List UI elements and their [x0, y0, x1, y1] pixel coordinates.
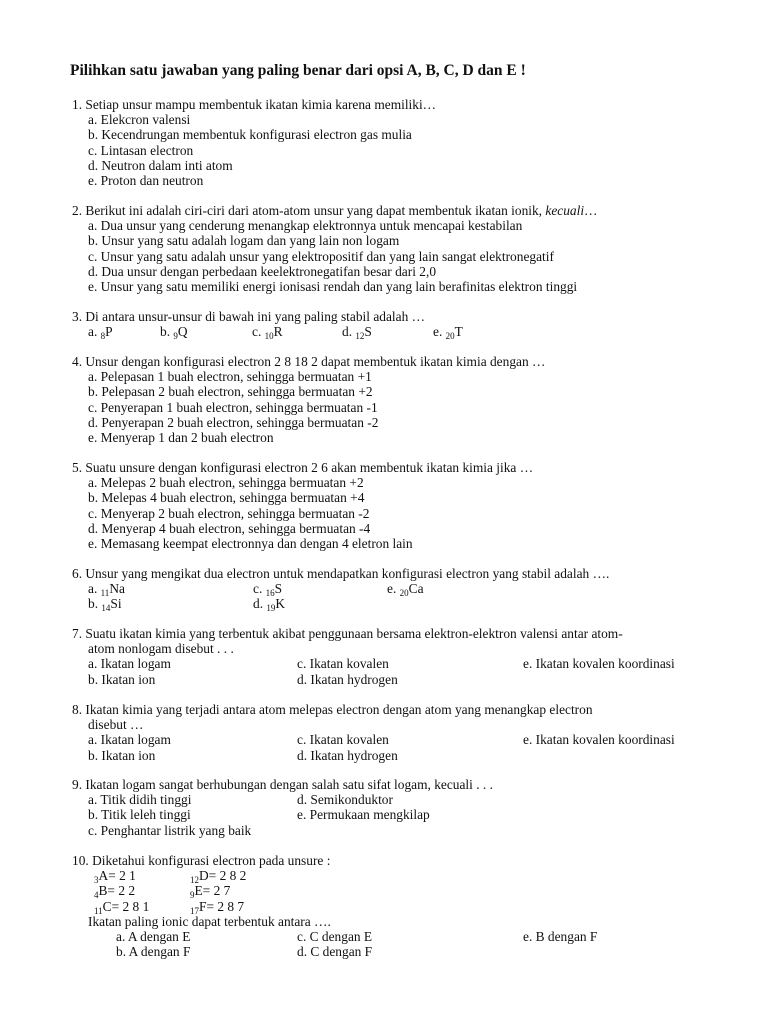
question-10-option-d[interactable]: d. C dengan F [297, 944, 373, 960]
question-5-option-c[interactable]: c. Menyerap 2 buah electron, sehingga bermuatan -2 [88, 505, 370, 521]
question-8 [72, 702, 675, 763]
question-1 [72, 97, 436, 188]
question-9-option-a[interactable]: a. Titik didih tinggi [88, 792, 192, 808]
question-3 [72, 309, 463, 342]
question-5-option-b[interactable]: b. Melepas 4 buah electron, sehingga bermuatan +4 [88, 490, 365, 506]
question-10-option-b[interactable]: b. A dengan F [116, 944, 191, 960]
question-3-option-e[interactable]: e. $_{20}$T [433, 324, 463, 342]
question-4 [72, 354, 545, 445]
question-2-option-a[interactable]: a. Dua unsur yang cenderung menangkap elektronnya untuk mencapai kestabilan [88, 218, 523, 234]
question-6-options-row-2 [72, 596, 609, 614]
question-6-option-d[interactable]: d. $_{19}$K [253, 596, 286, 614]
question-6-option-e[interactable]: e. $_{20}$Ca [387, 581, 424, 599]
question-2-option-b[interactable]: b. Unsur yang satu adalah logam dan yang lain non logam [88, 233, 400, 249]
question-2-option-d[interactable]: d. Dua unsur dengan perbedaan keelektronegatifan besar dari 2,0 [88, 263, 437, 279]
question-10-config-row-2 [72, 883, 331, 901]
question-7 [72, 626, 675, 687]
question-5 [72, 460, 533, 551]
config-A: $_3$A= 2 1 [94, 868, 136, 886]
question-2 [72, 203, 597, 294]
question-7-option-a[interactable]: a. Ikatan logam [88, 656, 171, 672]
question-7-option-d[interactable]: d. Ikatan hydrogen [297, 671, 398, 687]
question-8-options-row-1 [72, 732, 675, 748]
question-1-option-a[interactable]: a. Elekcron valensi [88, 112, 191, 128]
question-10-options-row-2 [72, 944, 373, 960]
question-10-question: Ikatan paling ionic dapat terbentuk antara …. [88, 913, 331, 929]
question-2-stem-ellipsis: … [584, 203, 598, 218]
question-5-stem: 5. Suatu unsure dengan konfigurasi electron 2 6 akan membentuk ikatan kimia jika … [72, 460, 534, 475]
question-2-stem-emphasis: kecuali [545, 203, 585, 218]
question-8-option-e[interactable]: e. Ikatan kovalen koordinasi [523, 732, 675, 748]
question-7-options-row-1 [72, 656, 675, 672]
question-1-option-b[interactable]: b. Kecendrungan membentuk konfigurasi electron gas mulia [88, 127, 412, 143]
question-4-option-a[interactable]: a. Pelepasan 1 buah electron, sehingga bermuatan +1 [88, 369, 372, 385]
question-9 [72, 777, 493, 838]
question-3-option-c[interactable]: c. $_{10}$R [252, 324, 283, 342]
question-3-options [72, 324, 463, 342]
question-1-option-e[interactable]: e. Proton dan neutron [88, 173, 204, 189]
question-10-config-row-3 [72, 899, 331, 914]
question-4-option-d[interactable]: d. Penyerapan 2 buah electron, sehingga bermuatan -2 [88, 414, 379, 430]
question-9-option-b[interactable]: b. Titik leleh tinggi [88, 807, 191, 823]
question-8-option-c[interactable]: c. Ikatan kovalen [297, 732, 389, 748]
question-4-option-b[interactable]: b. Pelepasan 2 buah electron, sehingga bermuatan +2 [88, 384, 373, 400]
question-1-option-c[interactable]: c. Lintasan electron [88, 142, 194, 158]
question-8-options-row-2 [72, 748, 593, 763]
question-3-stem: 3. Di antara unsur-unsur di bawah ini yang paling stabil adalah … [72, 309, 426, 324]
question-5-option-e[interactable]: e. Memasang keempat electronnya dan dengan 4 eletron lain [88, 536, 413, 552]
question-9-options-row-1 [72, 792, 493, 807]
question-10-config-row-1 [72, 868, 331, 886]
question-2-option-e[interactable]: e. Unsur yang satu memiliki energi ionisasi rendah dan yang lain berafinitas elektron tinggi [88, 279, 578, 295]
question-8-option-a[interactable]: a. Ikatan logam [88, 732, 171, 748]
question-9-options-row-2 [72, 807, 493, 822]
question-3-option-a[interactable]: a. $_8$P [88, 324, 113, 342]
question-8-stem-continued: disebut … [88, 717, 144, 733]
instructions-title: Pilihkan satu jawaban yang paling benar dari opsi A, B, C, D dan E ! [70, 62, 526, 79]
question-2-stem-text: 2. Berikut ini adalah ciri-ciri dari atom-atom unsur yang dapat membentuk ikatan ionik, [72, 203, 546, 218]
question-4-option-e[interactable]: e. Menyerap 1 dan 2 buah electron [88, 430, 274, 446]
question-9-stem: 9. Ikatan logam sangat berhubungan dengan salah satu sifat logam, kecuali . . . [72, 777, 493, 792]
question-10 [72, 853, 598, 960]
question-6-stem: 6. Unsur yang mengikat dua electron untuk mendapatkan konfigurasi electron yang stabil adalah …. [72, 566, 610, 581]
question-5-option-a[interactable]: a. Melepas 2 buah electron, sehingga bermuatan +2 [88, 475, 364, 491]
question-10-option-c[interactable]: c. C dengan E [297, 928, 373, 944]
question-8-option-b[interactable]: b. Ikatan ion [88, 747, 156, 763]
question-9-option-c[interactable]: c. Penghantar listrik yang baik [88, 822, 252, 838]
question-4-option-c[interactable]: c. Penyerapan 1 buah electron, sehingga bermuatan -1 [88, 399, 378, 415]
question-7-option-c[interactable]: c. Ikatan kovalen [297, 656, 389, 672]
question-10-options-row-1 [72, 928, 598, 944]
question-7-stem: 7. Suatu ikatan kimia yang terbentuk akibat penggunaan bersama elektron-elektron valensi antar atom- [72, 626, 623, 641]
question-7-option-b[interactable]: b. Ikatan ion [88, 671, 156, 687]
question-7-options-row-2 [72, 672, 623, 687]
question-7-option-e[interactable]: e. Ikatan kovalen koordinasi [523, 656, 675, 672]
question-6-option-a[interactable]: a. $_{11}$Na [88, 581, 125, 599]
question-10-stem: 10. Diketahui konfigurasi electron pada unsure : [72, 853, 331, 868]
question-5-option-d[interactable]: d. Menyerap 4 buah electron, sehingga bermuatan -4 [88, 520, 371, 536]
question-4-stem: 4. Unsur dengan konfigurasi electron 2 8 18 2 dapat membentuk ikatan kimia dengan … [72, 354, 546, 369]
question-6-option-b[interactable]: b. $_{14}$Si [88, 596, 122, 614]
config-B: $_4$B= 2 2 [94, 883, 136, 901]
question-7-stem-continued: atom nonlogam disebut . . . [88, 641, 234, 657]
question-10-option-e[interactable]: e. B dengan F [523, 928, 598, 944]
question-6 [72, 566, 609, 612]
question-1-option-d[interactable]: d. Neutron dalam inti atom [88, 157, 233, 173]
question-2-option-c[interactable]: c. Unsur yang satu adalah unsur yang elektropositif dan yang lain sangat elektronegatif [88, 248, 554, 264]
config-F: $_{17}$F= 2 8 7 [190, 898, 245, 916]
question-6-option-c[interactable]: c. $_{16}$S [253, 581, 283, 599]
question-3-option-b[interactable]: b. $_9$Q [160, 324, 188, 342]
config-E: $_9$E= 2 7 [190, 883, 231, 901]
question-9-option-d[interactable]: d. Semikonduktor [297, 792, 393, 808]
question-3-option-d[interactable]: d. $_{12}$S [342, 324, 372, 342]
question-8-stem: 8. Ikatan kimia yang terjadi antara atom melepas electron dengan atom yang menangkap electron [72, 702, 593, 717]
question-6-options-row-1 [72, 581, 609, 599]
question-8-option-d[interactable]: d. Ikatan hydrogen [297, 747, 398, 763]
config-D: $_{12}$D= 2 8 2 [190, 868, 247, 886]
question-1-stem: 1. Setiap unsur mampu membentuk ikatan kimia karena memiliki… [72, 97, 437, 112]
question-2-stem [72, 203, 597, 218]
question-10-option-a[interactable]: a. A dengan E [116, 928, 191, 944]
config-C: $_{11}$C= 2 8 1 [94, 898, 150, 916]
question-9-option-e[interactable]: e. Permukaan mengkilap [297, 807, 430, 823]
